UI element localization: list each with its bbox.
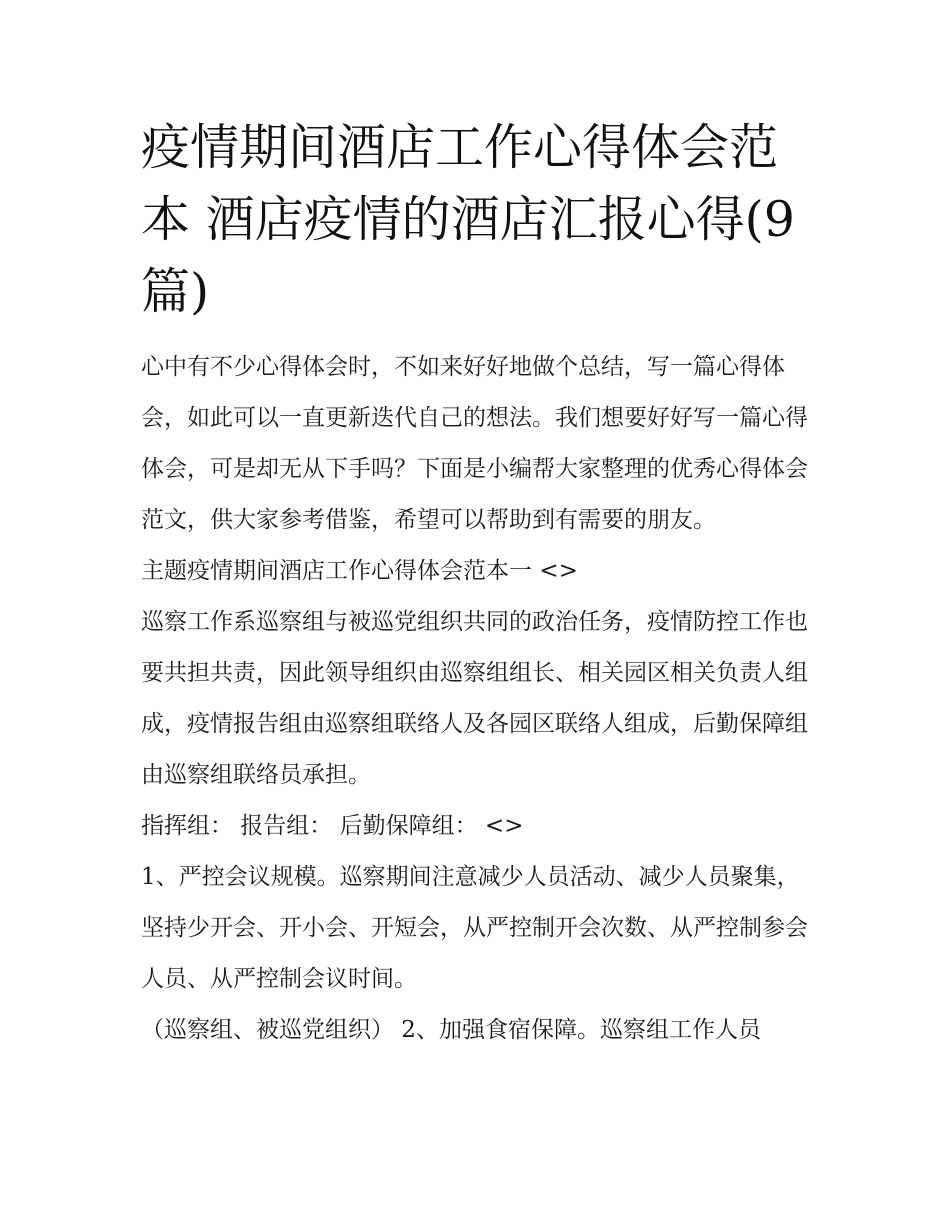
document-body xyxy=(141,342,813,1056)
intro-paragraph: 心中有不少心得体会时，不如来好好地做个总结，写一篇心得体会，如此可以一直更新迭代自己的想法。我们想要好好写一篇心得体会，可是却无从下手吗？下面是小编帮大家整理的优秀心得体会范文，供大家参考借鉴，希望可以帮助到有需要的朋友。 xyxy=(141,354,808,533)
document-title: 疫情期间酒店工作心得体会范本 酒店疫情的酒店汇报心得(9篇) xyxy=(141,119,795,320)
body-paragraph: 巡察工作系巡察组与被巡党组织共同的政治任务，疫情防控工作也要共担共责，因此领导组织由巡察组组长、相关园区相关负责人组成，疫情报告组由巡察组联络人及各园区联络人组成，后勤保障组由巡察组联络员承担。 xyxy=(141,609,808,788)
section-heading: 主题疫情期间酒店工作心得体会范本一 <> xyxy=(141,558,578,584)
group-list-line: 指挥组： 报告组： 后勤保障组： <> xyxy=(141,813,524,839)
body-paragraph: 1、严控会议规模。巡察期间注意减少人员活动、减少人员聚集，坚持少开会、开小会、开短会，从严控制开会次数、从严控制参会人员、从严控制会议时间。 xyxy=(141,864,808,992)
document-page xyxy=(141,112,813,1056)
body-paragraph: （巡察组、被巡党组织） 2、加强食宿保障。巡察组工作人员 xyxy=(141,1017,761,1043)
